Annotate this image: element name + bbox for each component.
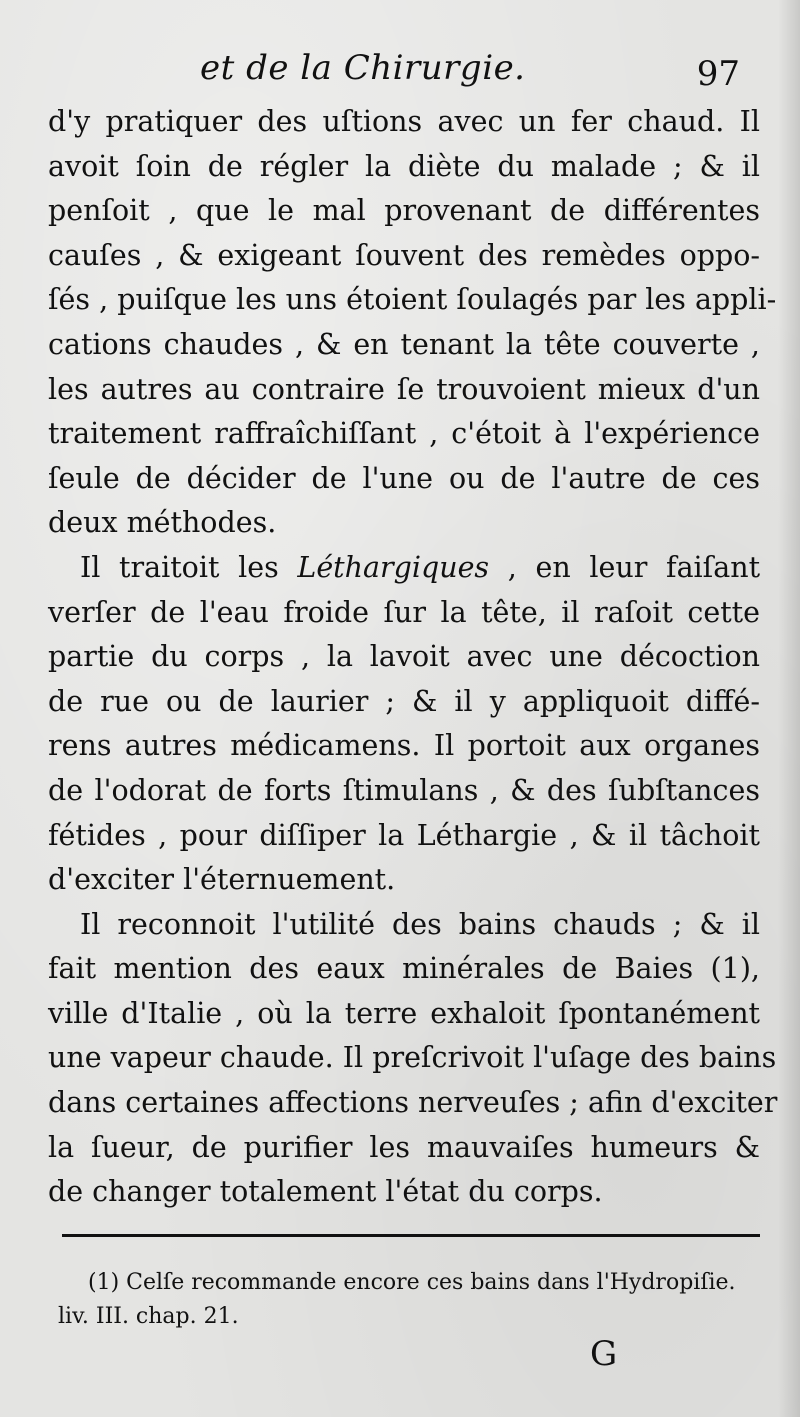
paragraph-first-line: Il reconnoit l'utilité des bains chauds ; & il [80, 907, 760, 941]
text-line: deux méthodes. [48, 506, 277, 540]
footnote-line: (1) Celſe recommande encore ces bains dans l'Hydropiſie. [88, 1270, 736, 1295]
text-line: partie du corps , la lavoit avec une décoction [48, 640, 760, 674]
footnote-rule [62, 1234, 760, 1237]
text-line: verſer de l'eau froide ſur la tête, il raſoit cette [48, 595, 760, 629]
running-title: et de la Chirurgie. [200, 48, 526, 88]
text-line: les autres au contraire ſe trouvoient mieux d'un [48, 372, 760, 406]
text-line: penſoit , que le mal provenant de différentes [48, 194, 760, 228]
text-line: rens autres médicamens. Il portoit aux organes [48, 729, 760, 763]
text-line: la ſueur, de purifier les mauvaiſes humeurs & [48, 1130, 760, 1164]
text-line: d'exciter l'éternuement. [48, 863, 396, 897]
text-line: cauſes , & exigeant ſouvent des remèdes oppo- [48, 238, 760, 272]
text-line: avoit ſoin de régler la diète du malade ; & il [48, 149, 760, 183]
page-header [60, 48, 750, 98]
text-line: fétides , pour diſſiper la Léthargie , & il tâchoit [48, 818, 760, 852]
text-line: une vapeur chaude. Il preſcrivoit l'uſage des bains [48, 1041, 777, 1075]
footnote-line: liv. III. chap. 21. [58, 1304, 239, 1329]
body-text [48, 100, 778, 1215]
text-line: de rue ou de laurier ; & il y appliquoit diffé- [48, 684, 760, 718]
page-number: 97 [696, 54, 740, 94]
text-segment: , en leur faiſant [507, 550, 761, 584]
text-line: ſés , puiſque les uns étoient ſoulagés par les appli- [48, 283, 777, 317]
text-line: cations chaudes , & en tenant la tête couverte , [48, 327, 760, 361]
text-line: ville d'Italie , où la terre exhaloit ſpontanément [48, 996, 760, 1030]
text-line: fait mention des eaux minérales de Baies (1), [48, 952, 760, 986]
text-line: d'y pratiquer des uſtions avec un fer chaud. Il [48, 105, 760, 138]
paragraph-first-line [48, 546, 760, 591]
text-line: ſeule de décider de l'une ou de l'autre de ces [48, 461, 760, 495]
italic-term: Léthargiques [297, 550, 490, 584]
text-line: de l'odorat de forts ſtimulans , & des ſubſtances [48, 773, 760, 807]
text-line: traitement raffraîchiſſant , c'étoit à l'expérience [48, 417, 760, 451]
text-line: dans certaines affections nerveuſes ; afin d'exciter [48, 1086, 778, 1120]
page-edge-shadow [778, 0, 800, 1417]
text-line: de changer totalement l'état du corps. [48, 1175, 603, 1209]
footnote [58, 1266, 770, 1334]
text-segment: Il traitoit les [80, 550, 279, 584]
signature-mark: G [590, 1334, 618, 1374]
